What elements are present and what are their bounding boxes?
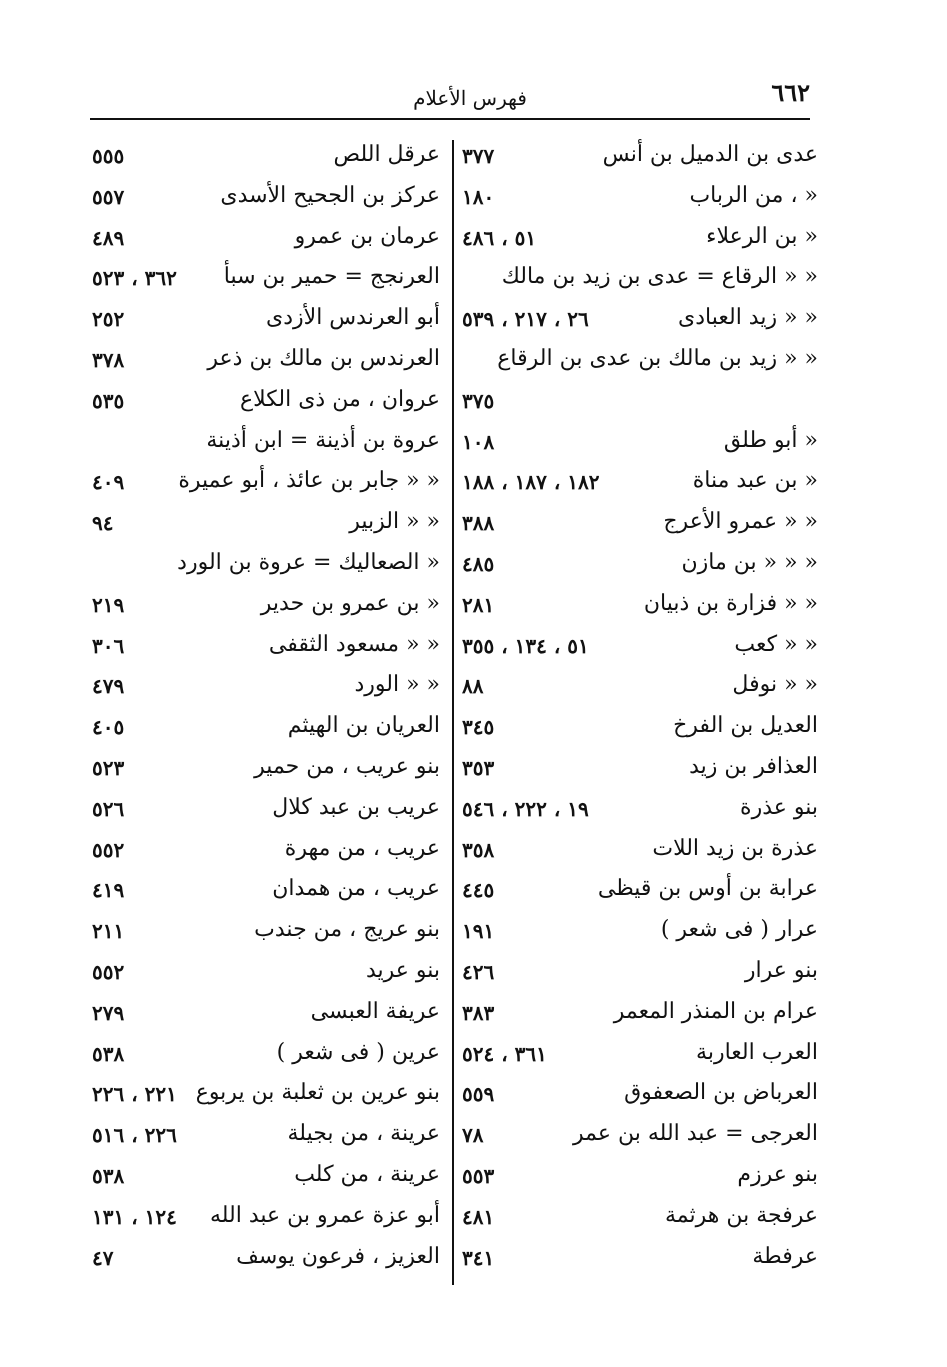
index-entry — [88, 750, 440, 790]
index-entry — [458, 1076, 818, 1116]
entry-pages: ٤١٩ — [92, 878, 125, 903]
index-entry — [88, 995, 440, 1035]
entry-name: بنو عرزم — [737, 1162, 818, 1187]
entry-pages: ٣٧٨ — [92, 348, 125, 372]
entry-name: عرابة بن أوس بن قيظى — [597, 876, 818, 902]
entry-pages: ٣٨٨ — [462, 511, 495, 536]
entry-name: العرندس بن مالك بن ذعر — [207, 346, 440, 371]
entry-name: « بن عمرو بن حدير — [260, 590, 440, 616]
index-entry — [458, 220, 818, 260]
entry-name: عريب ، من همدان — [272, 876, 440, 902]
index-entry — [458, 424, 818, 464]
entry-pages: ٥٢٦ — [92, 796, 125, 821]
entry-name: العزيز ، فرعون يوسف — [236, 1243, 440, 1269]
entry-name: عذرة بن زيد اللات — [652, 835, 818, 861]
index-entry — [458, 628, 818, 668]
entry-name: عرار ( فى شعر ) — [660, 917, 818, 943]
entry-pages: ٧٨ — [462, 1123, 484, 1148]
entry-pages: ٣٠٦ — [92, 633, 125, 658]
index-entry — [88, 1240, 440, 1280]
entry-name: العديل بن الفرخ — [673, 713, 818, 739]
index-entry — [88, 220, 440, 260]
entry-pages: ٥٥٣ — [462, 1164, 495, 1188]
entry-pages: ٥٥٧ — [92, 184, 125, 209]
entry-pages: ١٢٤ ، ١٣١ — [92, 1204, 177, 1229]
entry-pages: ٤٨٩ — [92, 225, 125, 250]
entry-name: عرمان بن عمرو — [294, 223, 440, 249]
index-entry — [88, 301, 440, 341]
index-entry — [88, 260, 440, 300]
entry-name: عدى بن الدميل بن أنس — [602, 142, 818, 167]
entry-pages: ٢٧٩ — [92, 1000, 125, 1025]
entry-name: « « فزارة بن ذبيان — [643, 590, 818, 616]
entry-pages: ١٨٠ — [462, 184, 495, 209]
index-entry — [458, 1117, 818, 1157]
index-entry — [88, 424, 440, 464]
page-number: ٦٦٢ — [771, 78, 810, 107]
entry-name: العرباض بن الصعفوق — [624, 1080, 818, 1106]
entry-pages: ٢٦ ، ٢١٧ ، ٥٣٩ — [462, 307, 589, 332]
page-header — [90, 78, 810, 118]
index-entry — [458, 138, 818, 178]
entry-pages: ٤٠٩ — [92, 470, 125, 495]
entry-name: أبو العرندس الأزدى — [266, 305, 440, 331]
entry-pages: ٣٦٢ ، ٥٢٣ — [92, 266, 177, 291]
entry-pages: ٤٨٥ — [462, 552, 495, 576]
index-entry — [88, 954, 440, 994]
entry-pages: ٣٨٣ — [462, 1000, 495, 1025]
index-entry — [88, 138, 440, 178]
index-entry — [88, 1199, 440, 1239]
entry-name: بنو عرين بن ثعلبة بن يربوع — [195, 1080, 440, 1106]
index-entry — [88, 913, 440, 953]
index-entry — [458, 546, 818, 586]
entry-pages: ٤٤٥ — [462, 878, 495, 903]
entry-name: بنو عرار — [744, 958, 818, 983]
page-title: فهرس الأعلام — [413, 86, 527, 110]
index-entry — [458, 505, 818, 545]
entry-pages: ٣٦١ ، ٥٢٤ — [462, 1041, 547, 1066]
index-entry — [88, 546, 440, 586]
entry-name: « ، من الرباب — [689, 182, 818, 208]
index-entry — [458, 750, 818, 790]
entry-pages: ٤٠٥ — [92, 715, 125, 740]
index-entry — [458, 832, 818, 872]
entry-pages: ٣٤٥ — [462, 715, 495, 740]
entry-name: « « جابر بن عائذ ، أبو عميرة — [178, 468, 440, 494]
entry-name: عريب ، من مهرة — [284, 835, 440, 861]
entry-pages: ٣٧٧ — [462, 144, 495, 168]
entry-pages: ١٨٢ ، ١٨٧ ، ١٨٨ — [462, 470, 600, 495]
entry-pages: ٢١١ — [92, 919, 125, 944]
entry-name: عرفطة — [752, 1243, 818, 1269]
entry-name: العرجى = عبد الله بن عمر — [573, 1121, 818, 1147]
index-entry — [458, 995, 818, 1035]
entry-name: « « الورد — [354, 672, 440, 698]
index-entry — [458, 179, 818, 219]
entry-name: عرقل اللص — [333, 142, 440, 167]
entry-name: عركز بن الجحيح الأسدى — [220, 182, 440, 208]
entry-name: عرينة ، من بجيلة — [287, 1121, 440, 1147]
entry-pages: ٤٢٦ — [462, 960, 495, 984]
index-entry — [458, 464, 818, 504]
index-entry — [458, 342, 818, 382]
entry-pages: ٤٨١ — [462, 1204, 495, 1229]
entry-name: أبو عزة عمرو بن عبد الله — [209, 1202, 440, 1228]
entry-pages: ٣٥٨ — [462, 837, 495, 862]
index-entry — [88, 179, 440, 219]
entry-name: عرين ( فى شعر ) — [276, 1039, 440, 1065]
entry-pages: ١٠٨ — [462, 429, 495, 454]
index-entry — [458, 1240, 818, 1280]
index-entry — [88, 342, 440, 382]
index-entry — [458, 872, 818, 912]
entry-name: « الصعاليك = عروة بن الورد — [177, 550, 440, 575]
index-entry — [88, 1076, 440, 1116]
entry-name: عريب بن عبد كلال — [272, 794, 440, 820]
index-entry — [88, 464, 440, 504]
entry-pages: ٥١ ، ٤٨٦ — [462, 225, 537, 250]
column-divider — [452, 140, 454, 1285]
entry-name: « « الرقاع = عدى بن زيد بن مالك — [501, 264, 818, 290]
index-entry — [88, 709, 440, 749]
index-entry — [458, 1199, 818, 1239]
entry-name: « « الزبير — [349, 509, 440, 535]
index-entry — [458, 954, 818, 994]
entry-pages: ٤٧٩ — [92, 674, 125, 699]
entry-pages: ٣٧٥ — [462, 388, 495, 413]
entry-pages: ٨٨ — [462, 674, 484, 699]
index-entry — [88, 668, 440, 708]
entry-name: « « نوفل — [732, 672, 818, 698]
index-entry — [458, 1158, 818, 1198]
entry-name: « « زيد العبادى — [678, 305, 818, 331]
index-entry — [458, 913, 818, 953]
entry-pages: ١٩١ — [462, 919, 495, 944]
entry-name: عرينة ، من كلب — [294, 1162, 440, 1187]
entry-pages: ٢٨١ — [462, 592, 495, 617]
entry-name: بنو عريج ، من جندب — [254, 917, 440, 943]
entry-pages: ٢١٩ — [92, 592, 125, 617]
index-entry — [88, 1158, 440, 1198]
index-entry — [88, 872, 440, 912]
entry-name: « « زيد بن مالك بن عدى بن الرقاع — [497, 346, 818, 371]
entry-name: « « « بن مازن — [681, 550, 818, 575]
index-entry — [458, 260, 818, 300]
index-entry — [88, 1117, 440, 1157]
entry-name: بنو عريب ، من حمير — [254, 754, 440, 779]
entry-pages: ٥٣٨ — [92, 1041, 125, 1066]
entry-pages: ٥٣٥ — [92, 388, 125, 413]
index-entry — [458, 791, 818, 831]
entry-name: بنو عريد — [365, 958, 440, 983]
entry-pages: ٣٤١ — [462, 1245, 495, 1270]
entry-pages: ١٩ ، ٢٢٢ ، ٥٤٦ — [462, 796, 589, 821]
entry-pages: ٥٣٨ — [92, 1164, 125, 1188]
entry-name: عريفة العبسى — [310, 998, 440, 1024]
index-entry — [458, 301, 818, 341]
entry-pages: ٥٢٣ — [92, 756, 125, 780]
entry-name: العريان بن الهيثم — [287, 713, 440, 739]
index-entry — [88, 1036, 440, 1076]
entry-pages: ٥٥٩ — [462, 1082, 495, 1107]
entry-pages: ٢٢١ ، ٢٢٦ — [92, 1082, 177, 1107]
entry-name: « « مسعود الثقفى — [268, 631, 440, 657]
entry-pages: ٢٥٢ — [92, 307, 125, 332]
entry-name: « « عمرو الأعرج — [663, 509, 818, 535]
entry-name: « أبو طلق — [723, 427, 818, 453]
index-entry — [88, 791, 440, 831]
entry-pages: ٥١ ، ١٣٤ ، ٣٥٥ — [462, 633, 589, 658]
entry-name: بنو عذرة — [740, 794, 818, 820]
entry-name: العرنجج = حمير بن سبأ — [223, 264, 440, 290]
index-entry — [458, 383, 818, 423]
entry-pages: ٥٥٢ — [92, 960, 125, 984]
index-entry — [458, 1036, 818, 1076]
index-entry — [88, 628, 440, 668]
entry-name: العذافر بن زيد — [689, 754, 818, 779]
entry-pages: ٥٥٢ — [92, 837, 125, 862]
index-entry — [458, 668, 818, 708]
entry-name: « بن الرعلاء — [706, 223, 818, 249]
entry-name: عروان ، من ذى الكلاع — [240, 386, 440, 412]
entry-name: « بن عبد مناة — [692, 468, 818, 494]
index-entry — [458, 709, 818, 749]
entry-pages: ٥٥٥ — [92, 144, 125, 168]
index-entry — [458, 587, 818, 627]
index-entry — [88, 832, 440, 872]
header-rule — [90, 118, 810, 120]
entry-name: « « كعب — [734, 631, 818, 657]
entry-name: عرام بن المنذر المعمر — [613, 998, 818, 1024]
entry-pages: ٢٢٦ ، ٥١٦ — [92, 1123, 177, 1148]
entry-name: العرب العاربة — [696, 1039, 818, 1065]
index-entry — [88, 587, 440, 627]
entry-pages: ٩٤ — [92, 511, 114, 536]
entry-name: عرفجة بن هرثمة — [664, 1202, 818, 1228]
entry-name: عروة بن أذينة = ابن أذينة — [206, 427, 440, 453]
entry-pages: ٤٧ — [92, 1245, 114, 1270]
entry-pages: ٣٥٣ — [462, 756, 495, 780]
index-entry — [88, 383, 440, 423]
index-entry — [88, 505, 440, 545]
